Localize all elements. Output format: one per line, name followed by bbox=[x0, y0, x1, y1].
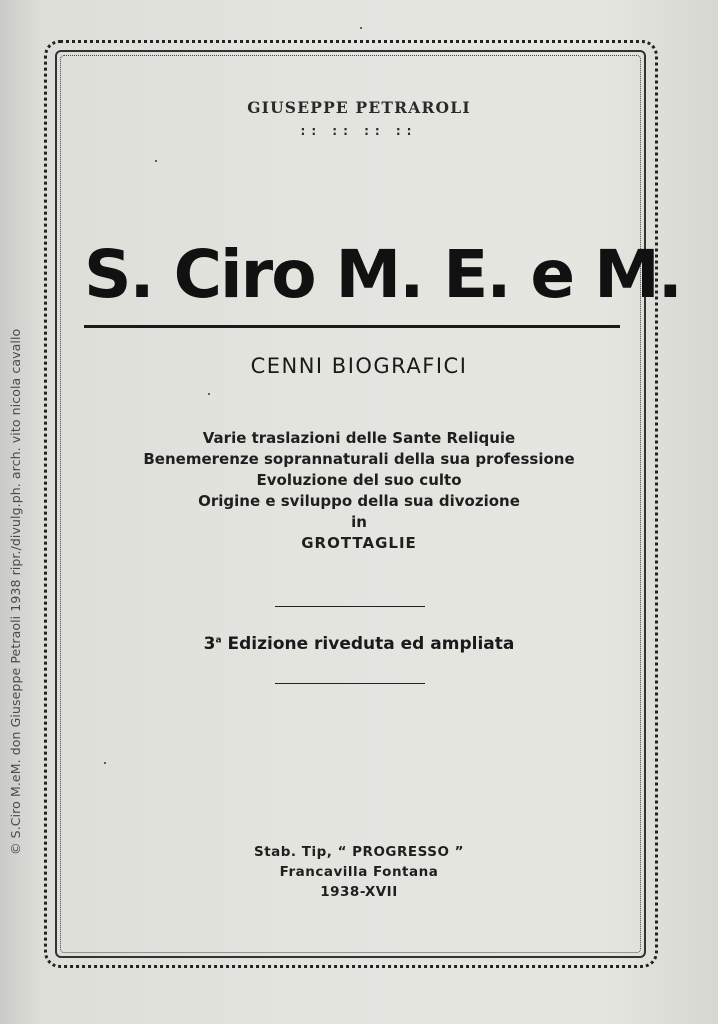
paper-speck bbox=[360, 27, 362, 29]
book-title: S. Ciro M. E. e M. bbox=[84, 236, 681, 313]
imprint-block bbox=[0, 842, 718, 902]
description-line: GROTTAGLIE bbox=[301, 534, 417, 552]
printer-name: Stab. Tip, “ PROGRESSO ” bbox=[253, 844, 465, 860]
paper-speck bbox=[104, 762, 106, 764]
paper-speck bbox=[155, 160, 157, 162]
copyright-watermark: © S.Ciro M.eM. don Giuseppe Petraoli 1938 ripr./divulg.ph. arch. vito nicola cavallo bbox=[8, 328, 23, 855]
description-line: Origine e sviluppo della sua divozione bbox=[198, 492, 520, 510]
description-line: in bbox=[351, 513, 367, 531]
description-line: Evoluzione del suo culto bbox=[256, 471, 462, 489]
printer-city: Francavilla Fontana bbox=[279, 864, 439, 880]
separator-rule-top bbox=[275, 606, 425, 607]
description-line: Benemerenze soprannaturali della sua professione bbox=[143, 450, 575, 468]
edition-statement bbox=[0, 634, 718, 654]
title-underline bbox=[84, 325, 620, 328]
book-subtitle: CENNI BIOGRAFICI bbox=[250, 354, 468, 378]
paper-speck bbox=[208, 393, 210, 395]
ornament-dots: :: :: :: :: bbox=[300, 124, 418, 138]
author-name: GIUSEPPE PETRAROLI bbox=[247, 98, 471, 117]
description-block bbox=[0, 428, 718, 554]
printer-year: 1938-XVII bbox=[320, 884, 398, 900]
description-line: Varie traslazioni delle Sante Reliquie bbox=[202, 429, 516, 447]
edition-superscript: a bbox=[215, 635, 222, 646]
edition-number: 3 bbox=[203, 634, 216, 654]
edition-text: Edizione riveduta ed ampliata bbox=[227, 634, 515, 654]
separator-rule-bottom bbox=[275, 683, 425, 684]
